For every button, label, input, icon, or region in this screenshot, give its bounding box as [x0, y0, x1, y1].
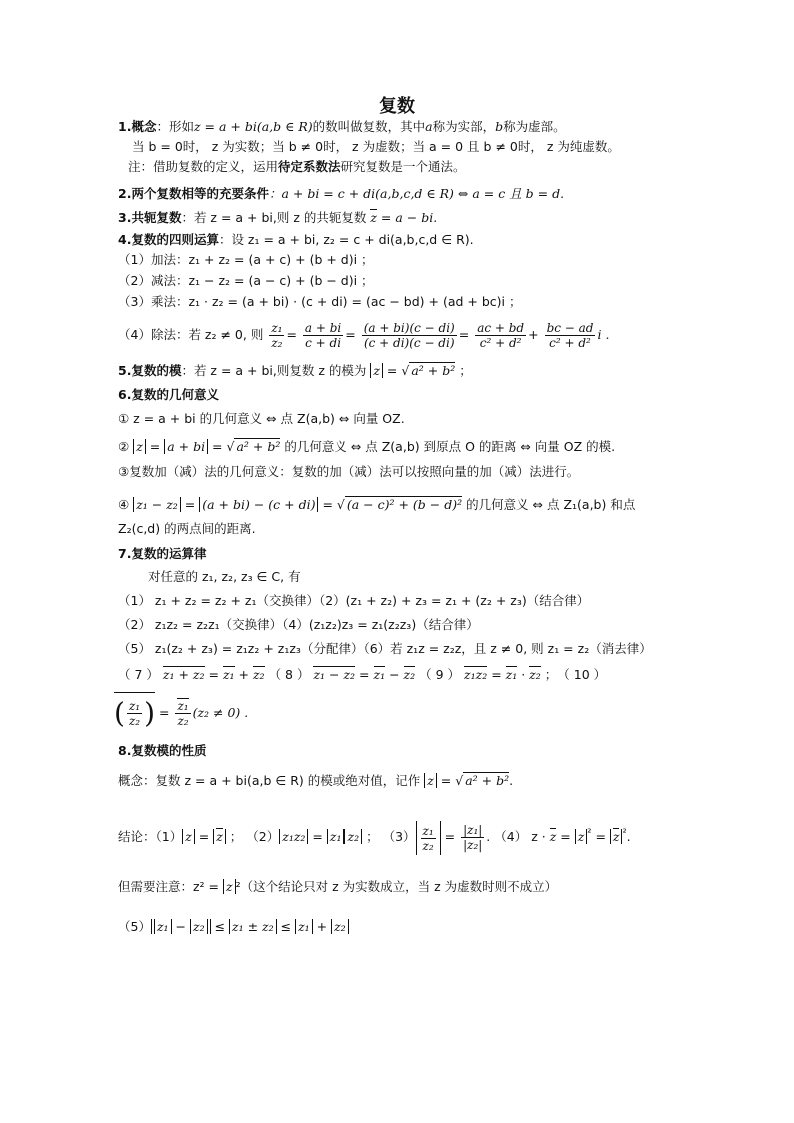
denominator: c + di: [305, 336, 342, 350]
section-7-label: 7.复数的运算律: [118, 546, 207, 561]
conjugate-z: z: [370, 210, 377, 225]
text: （1）: [155, 829, 183, 845]
numerator: (a + bi)(c − di): [363, 321, 455, 335]
text: （2）: [246, 829, 280, 845]
text: =: [180, 497, 200, 512]
text: =: [487, 667, 506, 682]
modulus: [416, 821, 441, 855]
law-row-3: （5） z₁(z₂ + z₃) = z₁z₂ + z₁z₃（分配律）（6）若 z₁z = z₂z，且 z ≠ 0, 则 z₁ = z₂（消去律）: [118, 641, 652, 656]
conjugate: z₁: [222, 667, 235, 682]
numerator: |z₁|: [463, 823, 483, 838]
text: ②: [118, 439, 134, 454]
fraction: [127, 699, 142, 728]
text: +: [312, 919, 332, 934]
text: 的数叫做复数，其中: [312, 119, 426, 134]
text: =: [436, 773, 456, 788]
conjugate: z₂: [529, 667, 541, 682]
geometric-meaning-4-cont: Z₂(c,d) 的两点间的距离.: [118, 521, 256, 536]
text: 称为虚部。: [503, 119, 566, 134]
text: (z₂ ≠ 0) .: [192, 705, 249, 720]
text: 的几何意义 ⇔ 点 Z₁(a,b) 和点: [462, 497, 636, 512]
numerator: z₁: [271, 321, 283, 335]
text: =: [556, 829, 575, 845]
text: ≤: [210, 919, 230, 934]
numerator: a + bi: [304, 321, 342, 335]
geometric-meaning-3: ③复数加（减）法的几何意义：复数的加（减）法可以按照向量的加（减）法进行。: [118, 464, 580, 479]
text: （ 9 ）: [419, 667, 461, 682]
conjugate: z₂: [403, 667, 416, 682]
text: ²（这个结论只对 z 为实数成立，当 z 为虚数时则不成立）: [235, 879, 558, 894]
conjugate: z₁: [373, 667, 386, 682]
exponent: ²: [622, 827, 627, 839]
text: =: [318, 497, 337, 512]
paren: ): [144, 696, 156, 730]
sqrt-content: a² + b²: [411, 363, 456, 378]
sqrt-content: a² + b²: [236, 439, 281, 454]
conjugate: z₁ + z₂: [162, 667, 205, 682]
denominator: z₂: [271, 336, 283, 350]
addition-rule: （1）加法：z₁ + z₂ = (a + c) + (b + d)i ；: [118, 252, 374, 267]
text: ：形如: [156, 119, 194, 134]
section-8-label: 8.复数模的性质: [118, 743, 207, 758]
conjugate: z₁: [505, 667, 518, 682]
text: +: [234, 667, 253, 682]
text: =: [355, 667, 374, 682]
modulus: a + bi: [164, 439, 208, 454]
conjugate: z₂: [177, 714, 189, 728]
text: .: [626, 829, 631, 845]
modulus: z₁: [154, 919, 172, 934]
section-6-label: 6.复数的几何意义: [118, 387, 219, 402]
text: （ 8 ）: [268, 667, 310, 682]
text: =: [440, 829, 460, 845]
section-2-label: 2.两个复数相等的充要条件: [118, 186, 269, 201]
text: =: [591, 829, 610, 845]
section-2: [118, 185, 564, 203]
text: （4） z ·: [494, 829, 550, 845]
fraction: [461, 823, 484, 852]
section-1-line-1: [118, 118, 566, 136]
conjugate: z: [612, 829, 620, 845]
text: （4）除法：若 z₂ ≠ 0, 则: [118, 327, 264, 342]
denominator: [175, 714, 190, 728]
section-5-label: 5.复数的模: [118, 363, 182, 378]
text: ；: [455, 363, 472, 378]
section-3: [118, 209, 437, 227]
text: =: [145, 439, 165, 454]
text: ：若 z = a + bi,则复数 z 的模为: [181, 363, 371, 378]
fraction: [175, 699, 190, 728]
conjugate: z₂: [252, 667, 265, 682]
sqrt-content: a² + b²: [465, 773, 510, 788]
modulus: z₁ − z₂: [133, 497, 181, 512]
section-4: [118, 231, 474, 249]
multiplication-rule: （3）乘法：z₁ · z₂ = (a + bi) · (c + di) = (ac − bd) + (ad + bc)i ；: [118, 294, 522, 309]
text: .: [509, 773, 514, 788]
text: （3）: [382, 829, 416, 845]
section-1-note: [128, 158, 466, 176]
geometric-meaning-4: ④ z₁ − z₂ = (a + bi) − (c + di) = √ (a − c)² + (b − d)² 的几何意义 ⇔ 点 Z₁(a,b) 和点: [118, 497, 636, 512]
formula: = a − bi.: [376, 210, 438, 225]
modulus: (a + bi) − (c + di): [199, 497, 318, 512]
outer-modulus: [151, 919, 211, 934]
text: −: [385, 667, 404, 682]
conjugate-of-quotient: [114, 692, 155, 734]
text: ；: [362, 829, 379, 845]
denominator: z₂: [128, 714, 141, 728]
section-5: 5.复数的模：若 z = a + bi,则复数 z 的模为 z = √ a² + b² ；: [118, 363, 472, 378]
modulus: z: [182, 829, 195, 844]
law-row-5: ( $\frac{\text{z₁}}{\text{z₂}}$ ) = $\frac{\text{z₁}}{\text{z₂}}$ (z₂ ≠ 0) .: [114, 692, 248, 734]
text: ； （ 10 ）: [544, 667, 607, 682]
text: .: [486, 829, 491, 845]
modulus-definition: 概念：复数 z = a + bi(a,b ∈ R) 的模或绝对值，记作 z = √ a² + b².: [118, 773, 514, 788]
modulus: z: [133, 439, 146, 454]
text: 注：借助复数的定义，运用: [128, 159, 279, 174]
text: ④: [118, 497, 134, 512]
numerator: z₁: [128, 699, 141, 713]
numerator: z₁: [422, 823, 434, 838]
text: =: [308, 829, 327, 845]
conjugate: z₁ − z₂: [313, 667, 356, 682]
conjugate: z₁: [177, 699, 189, 713]
modulus-conclusions: [118, 816, 631, 855]
text: i .: [597, 327, 610, 342]
sqrt-content: (a − c)² + (b − d)²: [346, 497, 463, 512]
text: =: [204, 667, 223, 682]
formula: a: [425, 119, 433, 134]
law-row-2: （2） z₁z₂ = z₂z₁（交换律）（4）(z₁z₂)z₃ = z₁(z₂z₃)（结合律）: [118, 617, 479, 632]
section-7-intro: 对任意的 z₁, z₂, z₃ ∈ C, 有: [148, 569, 301, 584]
paren: (: [114, 696, 125, 730]
text: =: [194, 829, 214, 845]
formula: ：a + bi = c + di(a,b,c,d ∈ R) ⇔ a = c 且 b = d.: [268, 186, 565, 201]
modulus-note: [118, 878, 557, 896]
denominator: c² + d²: [549, 336, 591, 350]
text: ：若 z = a + bi,则 z 的共轭复数: [181, 210, 371, 225]
text: 称为实部，: [432, 119, 496, 134]
modulus-inequality: [118, 918, 349, 936]
section-8-heading: [118, 742, 206, 760]
page-title: 复数: [379, 96, 415, 117]
text: −: [171, 919, 190, 934]
denominator: |z₂|: [463, 838, 483, 853]
text: =: [208, 439, 227, 454]
modulus: z: [424, 773, 437, 788]
conjugate: z₁z₂: [464, 667, 488, 682]
formula: z = a + bi(a,b ∈ R): [193, 119, 313, 134]
modulus: [213, 829, 226, 844]
denominator: z₂: [422, 838, 434, 853]
section-1-line-2: 当 b = 0时， z 为实数；当 b ≠ 0时， z 为虚数；当 a = 0 且 b ≠ 0时， z 为纯虚数。: [132, 139, 620, 154]
conjugate: z: [549, 829, 557, 845]
emphasis: 待定系数法: [278, 159, 341, 174]
modulus: z: [575, 829, 588, 844]
fraction: [362, 321, 457, 350]
text: （5）: [118, 919, 151, 934]
modulus: z₂: [190, 919, 208, 934]
modulus: z₂: [344, 829, 362, 844]
section-6-heading: [118, 386, 219, 404]
division-rule: （4）除法：若 z₂ ≠ 0, 则 $\frac{\text{z₁}}{\text{z₂}}$ = $\frac{a + bi}{c + di}$ = $\frac{(a + bi)(c - di)}{(c + di)(c - di)}$ = $\frac{ac + bd}{\text{c² + d²}}$ + $\frac{bc - ad}{\text{c² + d²}}$ i .: [118, 321, 610, 350]
text: 概念：复数 z = a + bi(a,b ∈ R) 的模或绝对值，记作: [118, 773, 425, 788]
geometric-meaning-2: ② z = a + bi = √ a² + b² 的几何意义 ⇔ 点 Z(a,b) 到原点 O 的距离 ⇔ 向量 OZ 的模.: [118, 439, 616, 454]
text: 但需要注意：z² =: [118, 879, 223, 894]
fraction: [545, 321, 596, 350]
numerator: ac + bd: [477, 321, 525, 335]
fraction: [421, 824, 436, 853]
text: ≤: [276, 919, 296, 934]
text: 研究复数是一个通法。: [340, 159, 466, 174]
subtraction-rule: （2）减法：z₁ − z₂ = (a − c) + (b − d)i ；: [118, 273, 374, 288]
modulus: z₁: [327, 829, 345, 844]
modulus: z: [223, 879, 236, 894]
text: （ 7 ）: [118, 667, 159, 682]
geometric-meaning-1: ① z = a + bi 的几何意义 ⇔ 点 Z(a,b) ⇔ 向量 OZ.: [118, 411, 405, 426]
denominator: (c + di)(c − di): [363, 336, 455, 350]
text: =: [382, 363, 402, 378]
modulus: z₁: [295, 919, 313, 934]
text: 的几何意义 ⇔ 点 Z(a,b) 到原点 O 的距离 ⇔ 向量 OZ 的模.: [280, 439, 616, 454]
fraction: [475, 321, 526, 350]
section-1-label: 1.概念: [118, 119, 157, 134]
section-3-label: 3.共轭复数: [118, 210, 182, 225]
numerator: [175, 699, 190, 714]
text: ；: [225, 829, 243, 845]
modulus: z: [370, 363, 383, 378]
text: ·: [517, 667, 530, 682]
section-4-label: 4.复数的四则运算: [118, 232, 219, 247]
modulus: z₁z₂: [279, 829, 308, 844]
formula: ：设 z₁ = a + bi, z₂ = c + di(a,b,c,d ∈ R).: [218, 232, 474, 247]
fraction: [303, 321, 343, 350]
modulus: [610, 829, 623, 844]
numerator: bc − ad: [546, 321, 594, 335]
exponent: ²: [587, 827, 592, 839]
formula: b: [495, 119, 504, 134]
law-row-4: [118, 666, 606, 684]
fraction: [269, 321, 284, 350]
modulus: z₂: [331, 919, 349, 934]
conjugate: z: [216, 829, 223, 845]
text: 结论：: [118, 829, 156, 845]
denominator: c² + d²: [479, 336, 522, 350]
section-7-heading: [118, 545, 206, 563]
law-row-1: （1） z₁ + z₂ = z₂ + z₁（交换律）（2）(z₁ + z₂) + z₃ = z₁ + (z₂ + z₃)（结合律）: [118, 593, 590, 608]
modulus: z₁ ± z₂: [229, 919, 277, 934]
